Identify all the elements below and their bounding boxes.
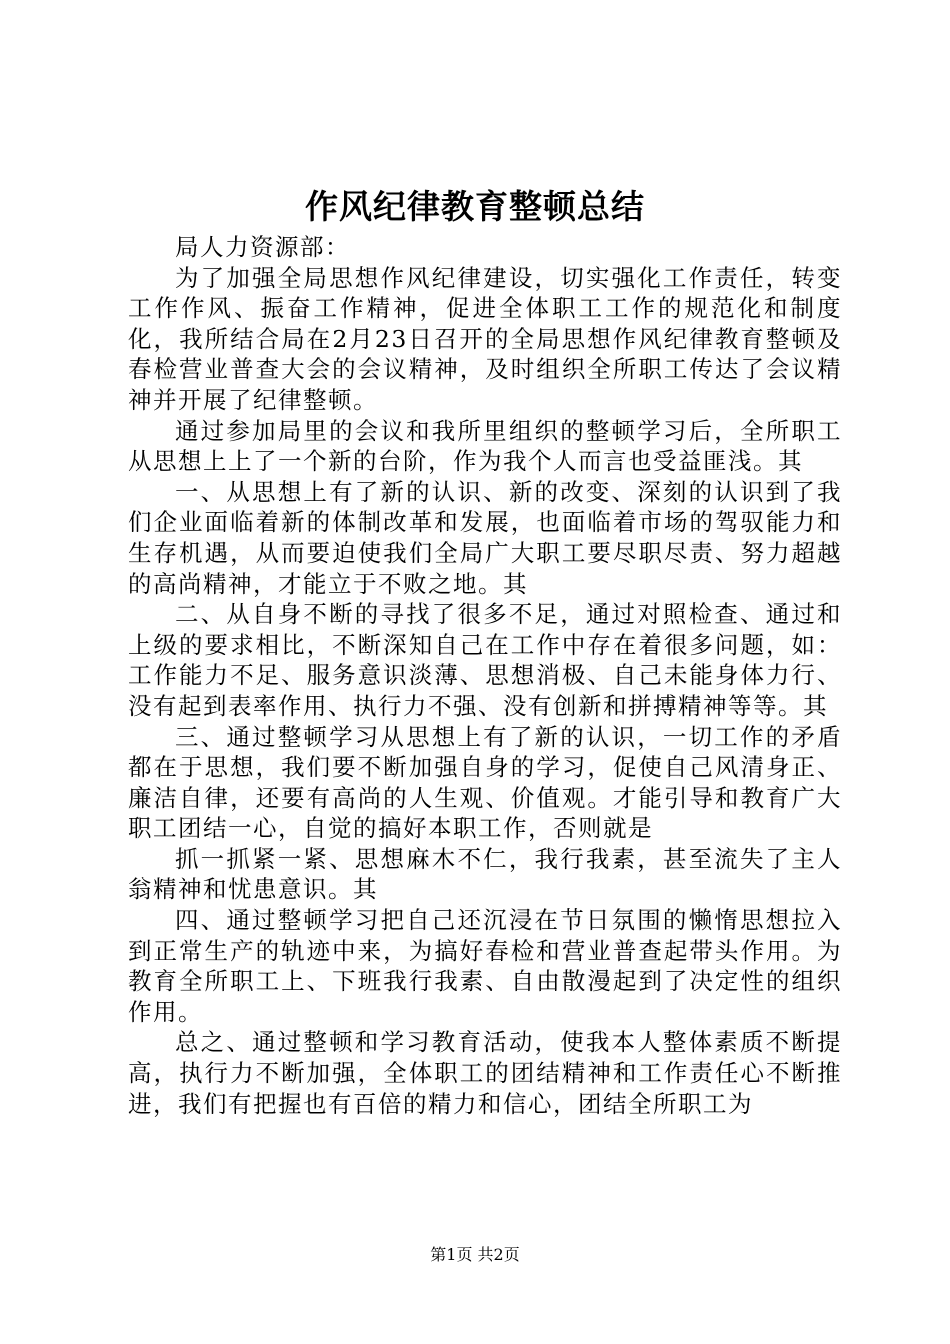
salutation-paragraph: 局人力资源部：	[175, 233, 350, 261]
point-three-paragraph: 三、通过整顿学习从思想上有了新的认识，一切工作的矛盾都在于思想，我们要不断加强自身的学习，促使自己风清身正、廉洁自律，还要有高尚的人生观、价值观。才能引导和教育广大职工团结一心，自觉的搞好本职工作，否则就是	[128, 722, 842, 843]
conclusion-paragraph: 总之、通过整顿和学习教育活动，使我本人整体素质不断提高，执行力不断加强，全体职工的团结精神和工作责任心不断推进，我们有把握也有百倍的精力和信心，团结全所职工为	[128, 1028, 842, 1118]
point-two-paragraph: 二、从自身不断的寻找了很多不足，通过对照检查、通过和上级的要求相比，不断深知自己在工作中存在着很多问题，如：工作能力不足、服务意识淡薄、思想消极、自己未能身体力行、没有起到表率作用、执行力不强、没有创新和拼搏精神等等。其	[128, 600, 842, 720]
point-one-paragraph: 一、从思想上有了新的认识、新的改变、深刻的认识到了我们企业面临着新的体制改革和发展，也面临着市场的驾驭能力和生存机遇，从而要迫使我们全局广大职工要尽职尽责、努力超越的高尚精神，才能立于不败之地。其	[128, 477, 842, 598]
summary-paragraph: 通过参加局里的会议和我所里组织的整顿学习后，全所职工从思想上上了一个新的台阶，作为我个人而言也受益匪浅。其	[128, 416, 842, 476]
intro-paragraph: 为了加强全局思想作风纪律建设，切实强化工作责任，转变工作作风、振奋工作精神，促进全体职工工作的规范化和制度化，我所结合局在2月23日召开的全局思想作风纪律教育整顿及春检营业普查大会的会议精神，及时组织全所职工传达了会议精神并开展了纪律整顿。	[128, 263, 842, 414]
point-four-paragraph: 四、通过整顿学习把自己还沉浸在节日氛围的懒惰思想拉入到正常生产的轨迹中来，为搞好春检和营业普查起带头作用。为教育全所职工上、下班我行我素、自由散漫起到了决定性的组织作用。	[128, 906, 842, 1026]
page-number-footer: 第1页 共2页	[430, 1245, 520, 1264]
document-body	[128, 232, 842, 1119]
continuation-paragraph: 抓一抓紧一紧、思想麻木不仁，我行我素，甚至流失了主人翁精神和忧患意识。其	[128, 844, 842, 904]
document-title: 作风纪律教育整顿总结	[305, 187, 645, 226]
